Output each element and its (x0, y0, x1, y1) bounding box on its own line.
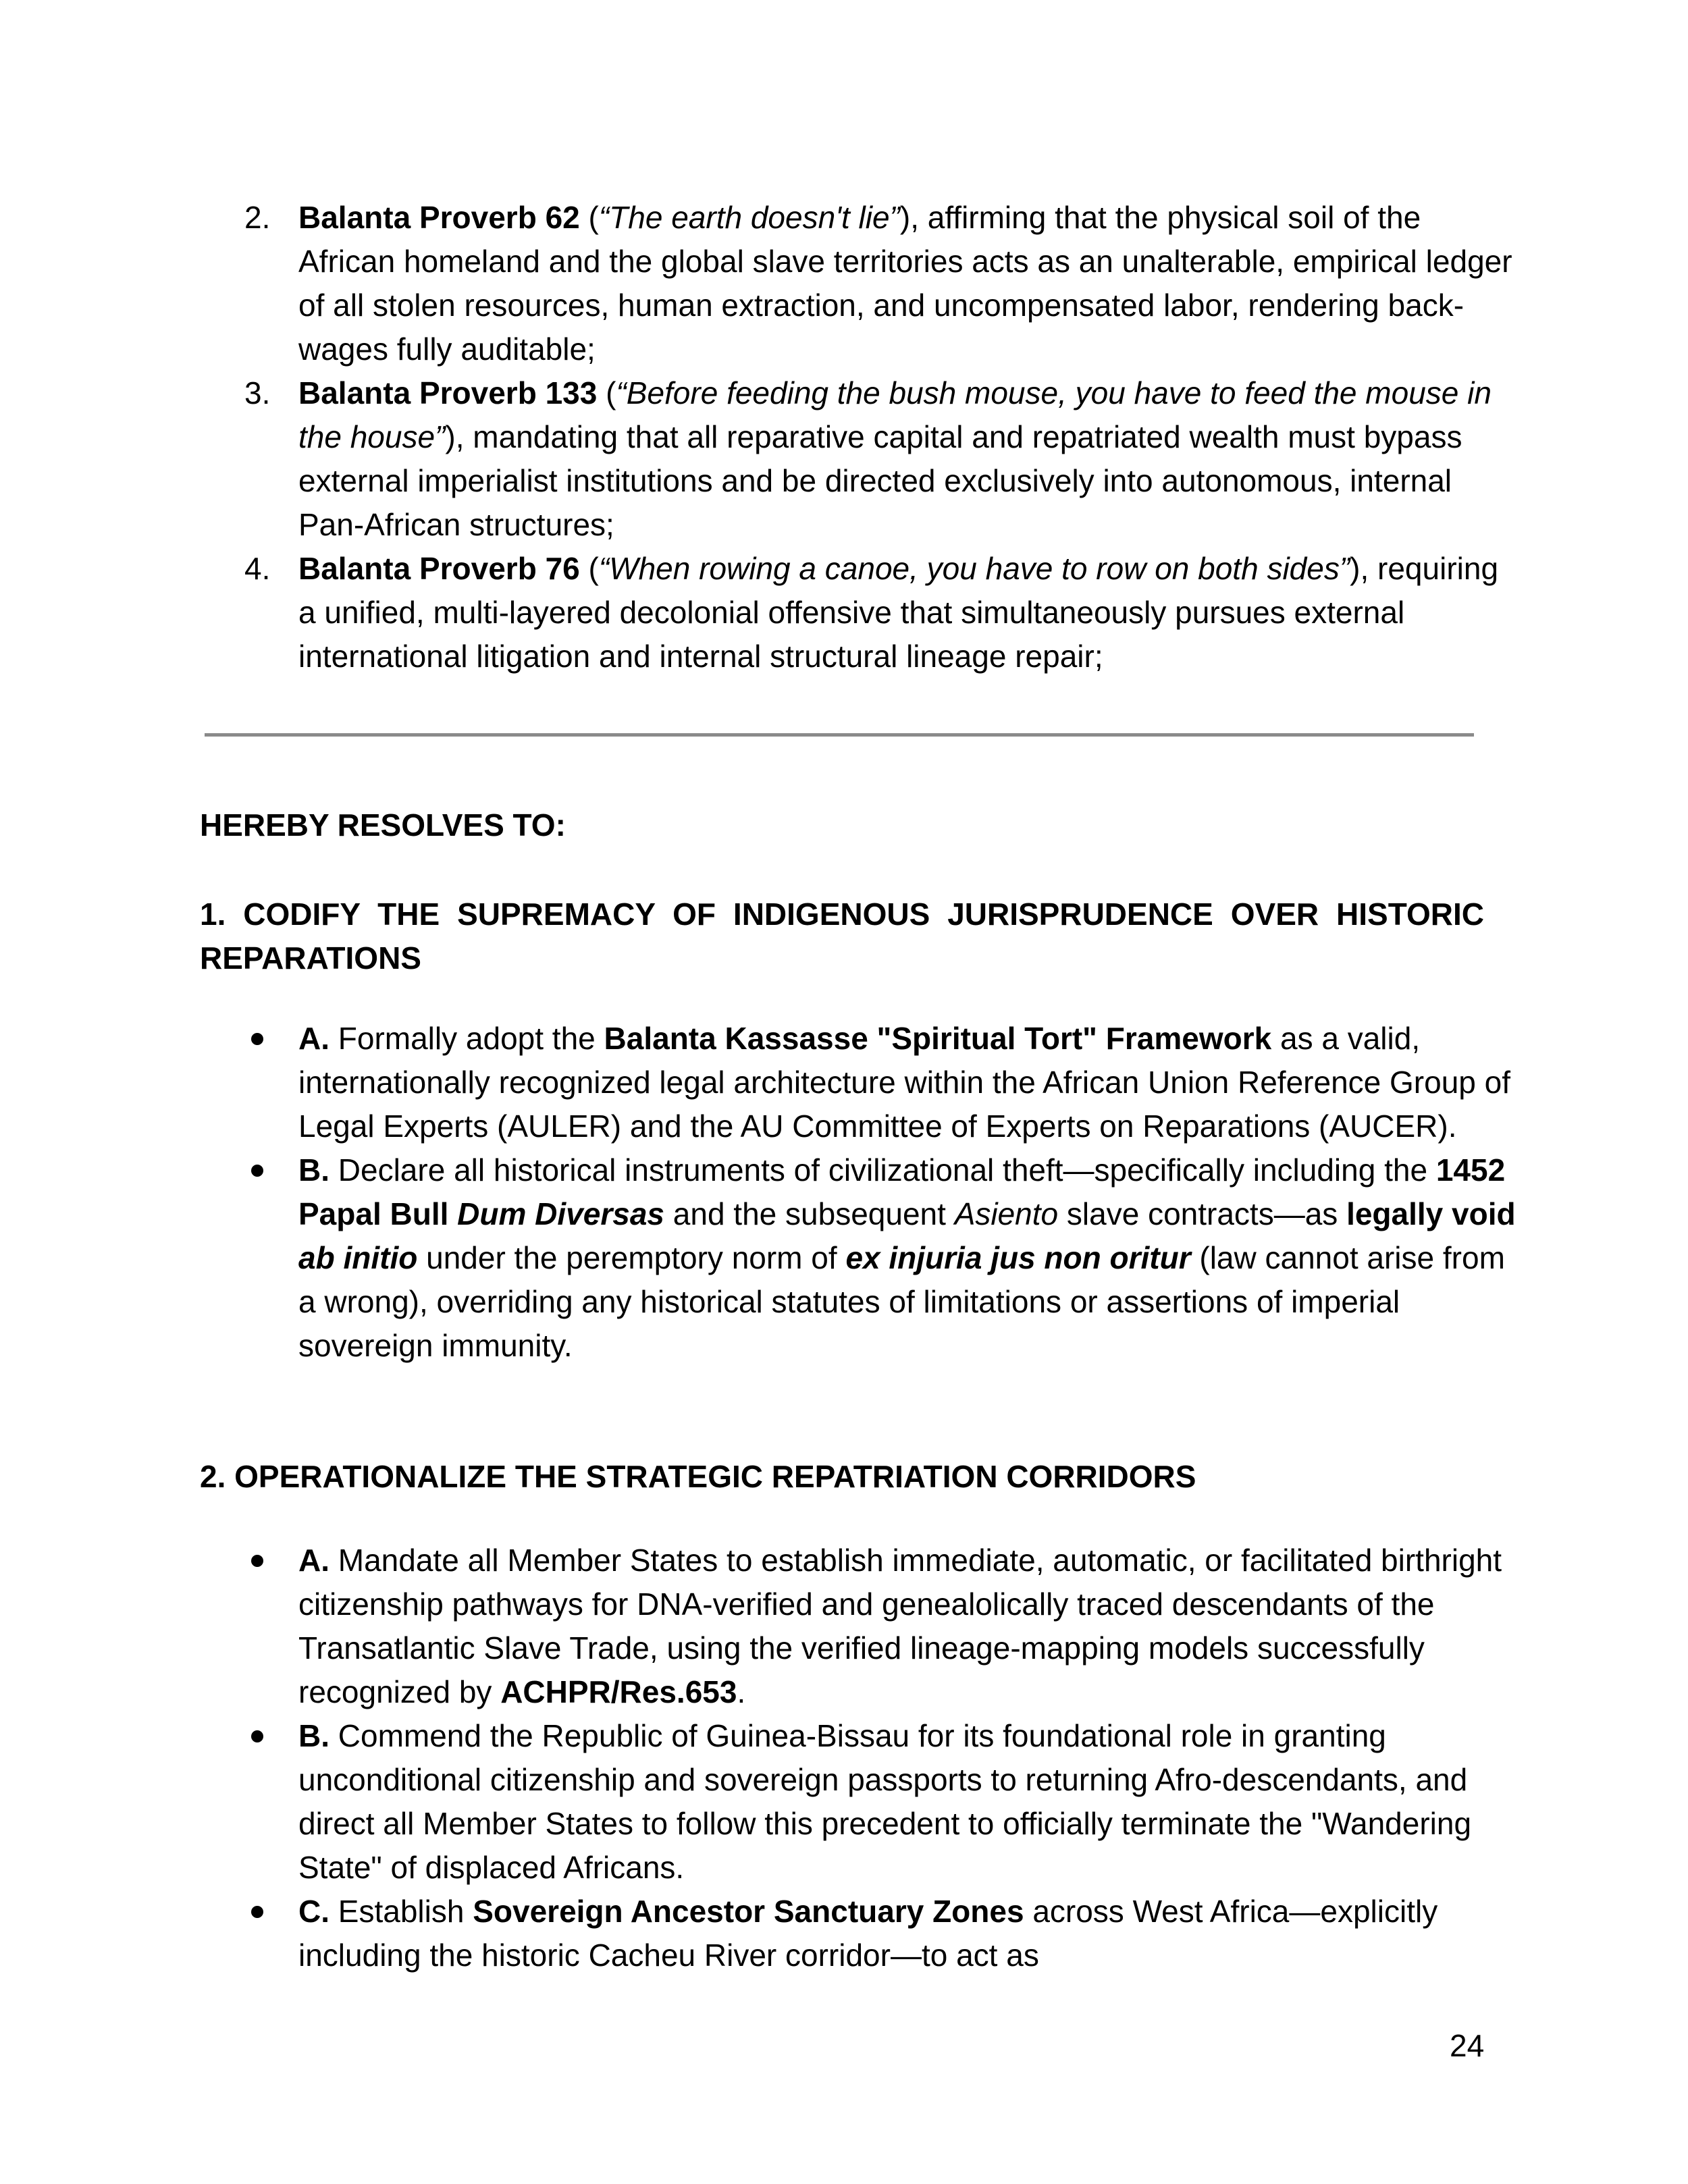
section-2-heading: 2. OPERATIONALIZE THE STRATEGIC REPATRIATION CORRIDORS (200, 1459, 1196, 1494)
item-label: C. (298, 1894, 329, 1929)
item-italic: Asiento (954, 1196, 1059, 1231)
item-emphasis: Balanta Kassasse "Spiritual Tort" Framework (604, 1021, 1272, 1056)
proverb-text: ), mandating that all reparative capital and repatriated wealth must bypass external imperialist institutions and be directed exclusively into autonomous, internal Pan-African structures; (298, 419, 1462, 542)
list-item (200, 196, 1516, 371)
item-emphasis: legally void (1346, 1196, 1516, 1231)
section-1-list (200, 1017, 1516, 1368)
proverb-quote: “Before feeding the bush mouse, you have to feed the mouse in the house” (298, 375, 1492, 454)
item-text: under the peremptory norm of (417, 1240, 846, 1275)
item-emphasis: ACHPR/Res.653 (500, 1674, 737, 1709)
item-label: A. (298, 1543, 329, 1578)
item-label: B. (298, 1152, 329, 1188)
page-number: 24 (1450, 2028, 1485, 2063)
paren-open: ( (579, 200, 599, 235)
proverb-text: ), requiring a unified, multi-layered decolonial offensive that simultaneously pursues external international litigation and internal structural lineage repair; (298, 551, 1499, 674)
resolves-heading: HEREBY RESOLVES TO: (200, 807, 566, 843)
proverb-title: Balanta Proverb 62 (298, 200, 580, 235)
proverb-list (200, 196, 1516, 678)
proverb-quote: “When rowing a canoe, you have to row on both sides” (598, 551, 1350, 586)
bullet-icon (251, 1033, 263, 1045)
list-item (200, 371, 1516, 547)
paren-open: ( (597, 375, 616, 410)
paren-open: ( (579, 551, 599, 586)
list-number: 3. (244, 375, 271, 410)
item-text: and the subsequent (664, 1196, 955, 1231)
list-item (200, 1017, 1516, 1148)
bullet-icon (251, 1730, 263, 1742)
item-emphasis-italic: Dum Diversas (457, 1196, 664, 1231)
item-emphasis: 1452 Papal Bull (298, 1152, 1506, 1231)
item-text: Formally adopt the (329, 1021, 604, 1056)
item-emphasis-italic: ex injuria jus non oritur (845, 1240, 1191, 1275)
item-label: B. (298, 1718, 329, 1753)
section-2-list (200, 1539, 1516, 1977)
item-text: . (737, 1674, 746, 1709)
item-text: Declare all historical instruments of civilizational theft—specifically including the (329, 1152, 1436, 1188)
item-text: across West Africa—explicitly including the historic Cacheu River corridor—to act as (298, 1894, 1438, 1973)
item-text: Mandate all Member States to establish immediate, automatic, or facilitated birthright citizenship pathways for DNA-verified and genealolically traced descendants of the Transatlantic Slave Trade, using the verified lineage-mapping models successfully recognized by (298, 1543, 1502, 1709)
list-item (200, 1539, 1516, 1714)
bullet-icon (251, 1906, 263, 1918)
item-emphasis-italic: ab initio (298, 1240, 418, 1275)
item-text: as a valid, internationally recognized legal architecture within the African Union Reference Group of Legal Experts (AULER) and the AU Committee of Experts on Reparations (AUCER). (298, 1021, 1511, 1144)
list-item (200, 1714, 1516, 1890)
proverb-text: ), affirming that the physical soil of the African homeland and the global slave territories acts as an unalterable, empirical ledger of all stolen resources, human extraction, and uncompensated labor, rendering back-wages fully auditable; (298, 200, 1512, 367)
item-text: (law cannot arise from a wrong), overriding any historical statutes of limitations or assertions of imperial sovereign immunity. (298, 1240, 1505, 1363)
item-label: A. (298, 1021, 329, 1056)
item-text: Establish (329, 1894, 473, 1929)
horizontal-divider (205, 733, 1474, 737)
bullet-icon (251, 1165, 263, 1177)
proverb-title: Balanta Proverb 76 (298, 551, 580, 586)
list-item (200, 1890, 1516, 1977)
item-emphasis: Sovereign Ancestor Sanctuary Zones (473, 1894, 1024, 1929)
list-number: 2. (244, 200, 271, 235)
proverb-title: Balanta Proverb 133 (298, 375, 598, 410)
proverb-quote: “The earth doesn't lie” (598, 200, 900, 235)
list-item (200, 547, 1516, 678)
list-item (200, 1148, 1516, 1368)
list-number: 4. (244, 551, 271, 586)
section-1-heading: 1. CODIFY THE SUPREMACY OF INDIGENOUS JURISPRUDENCE OVER HISTORIC REPARATIONS (200, 897, 1484, 976)
bullet-icon (251, 1555, 263, 1567)
item-text: slave contracts—as (1058, 1196, 1347, 1231)
item-text: Commend the Republic of Guinea-Bissau for its foundational role in granting unconditional citizenship and sovereign passports to returning Afro-descendants, and direct all Member States to follow this precedent to officially terminate the "Wandering State" of displaced Africans. (298, 1718, 1472, 1885)
